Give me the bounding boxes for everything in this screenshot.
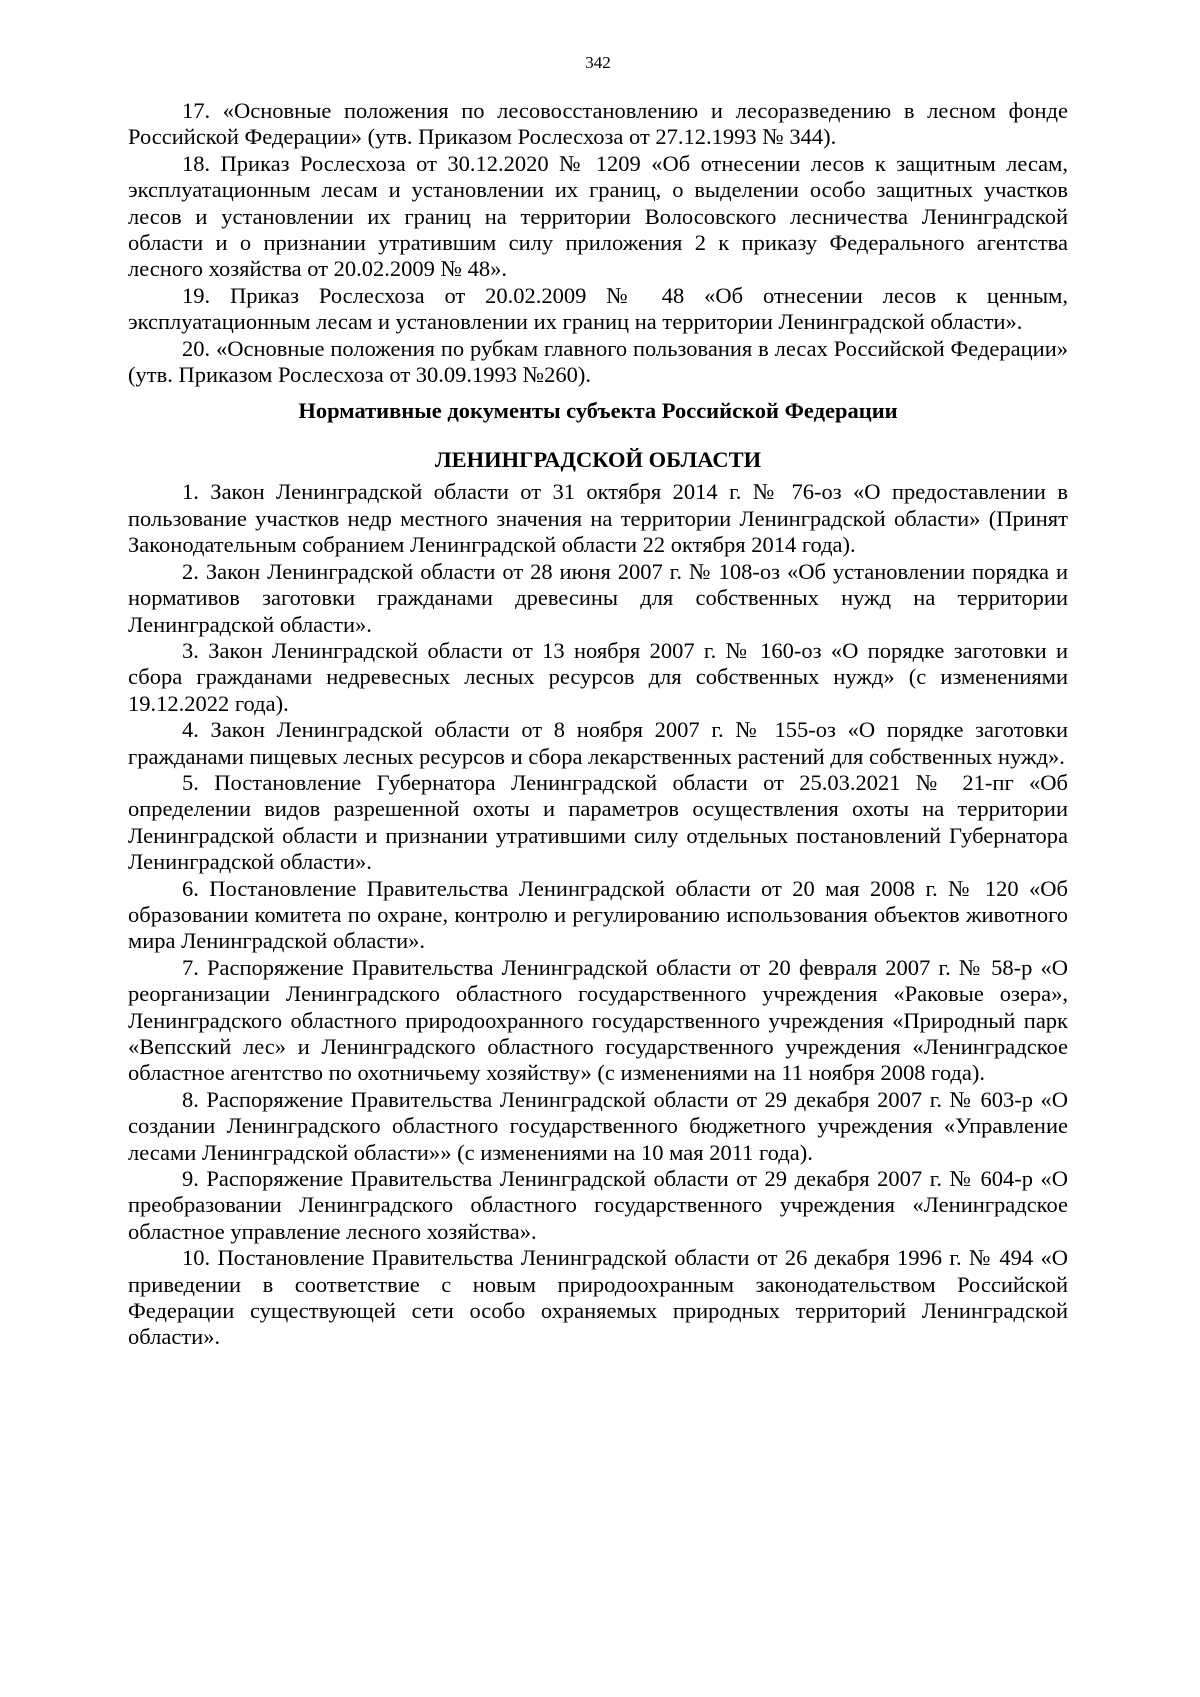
page-number: 342	[585, 53, 611, 72]
list-item: 17. «Основные положения по лесовосстановлению и лесоразведению в лесном фонде Российской Федерации» (утв. Приказом Рослесхоза от 27.12.1993 № 344).	[128, 98, 1068, 150]
document-page	[128, 52, 1068, 1351]
list-item: 20. «Основные положения по рубкам главного пользования в лесах Российской Федерации» (утв. Приказом Рослесхоза от 30.09.1993 №260).	[128, 335, 1068, 388]
list-federal	[128, 98, 1068, 388]
list-item: 6. Постановление Правительства Ленинградской области от 20 мая 2008 г. № 120 «Об образовании комитета по охране, контролю и регулированию использования объектов животного мира Ленинградской области».	[128, 875, 1068, 954]
list-item: 7. Распоряжение Правительства Ленинградской области от 20 февраля 2007 г. № 58-р «О реорганизации Ленинградского областного государственного учреждения «Раковые озера», Ленинградского областного природоохранного государственного учреждения «Природный парк «Вепсский лес» и Ленинградского областного государственного учреждения «Ленинградское областное агентство по охотничьему хозяйству» (с изменениями на 11 ноября 2008 года).	[128, 954, 1068, 1086]
list-item: 5. Постановление Губернатора Ленинградской области от 25.03.2021 № 21-пг «Об определении видов разрешенной охоты и параметров осуществления охоты на территории Ленинградской области и признании утратившими силу отдельных постановлений Губернатора Ленинградской области».	[128, 769, 1068, 875]
list-item: 9. Распоряжение Правительства Ленинградской области от 29 декабря 2007 г. № 604-р «О преобразовании Ленинградского областного государственного учреждения «Ленинградское областное управление лесного хозяйства».	[128, 1166, 1068, 1244]
list-item: 3. Закон Ленинградской области от 13 ноября 2007 г. № 160-оз «О порядке заготовки и сбора гражданами недревесных лесных ресурсов для собственных нужд» (с изменениями 19.12.2022 года).	[128, 637, 1068, 716]
list-item: 2. Закон Ленинградской области от 28 июня 2007 г. № 108-оз «Об установлении порядка и нормативов заготовки гражданами древесины для собственных нужд на территории Ленинградской области».	[128, 558, 1068, 637]
section-subheading: ЛЕНИНГРАДСКОЙ ОБЛАСТИ	[434, 447, 762, 473]
list-item: 1. Закон Ленинградской области от 31 октября 2014 г. № 76-оз «О предоставлении в пользование участков недр местного значения на территории Ленинградской области» (Принят Законодательным собранием Ленинградской области 22 октября 2014 года).	[128, 479, 1068, 558]
list-item: 18. Приказ Рослесхоза от 30.12.2020 № 1209 «Об отнесении лесов к защитным лесам, эксплуатационным лесам и установлении их границ, о выделении особо защитных участков лесов и установлении их границ на территории Волосовского лесничества Ленинградской области и о признании утратившим силу приложения 2 к приказу Федерального агентства лесного хозяйства от 20.02.2009 № 48».	[128, 150, 1068, 282]
section-heading: Нормативные документы субъекта Российской Федерации	[298, 398, 898, 424]
list-regional	[128, 479, 1068, 1350]
list-item: 10. Постановление Правительства Ленинградской области от 26 декабря 1996 г. № 494 «О приведении в соответствие с новым природоохранным законодательством Российской Федерации существующей сети особо охраняемых природных территорий Ленинградской области».	[128, 1245, 1068, 1350]
list-item: 4. Закон Ленинградской области от 8 ноября 2007 г. № 155-оз «О порядке заготовки гражданами пищевых лесных ресурсов и сбора лекарственных растений для собственных нужд».	[128, 717, 1068, 769]
list-item: 19. Приказ Рослесхоза от 20.02.2009 № 48 «Об отнесении лесов к ценным, эксплуатационным лесам и установлении их границ на территории Ленинградской области».	[128, 282, 1068, 335]
list-item: 8. Распоряжение Правительства Ленинградской области от 29 декабря 2007 г. № 603-р «О создании Ленинградского областного государственного бюджетного учреждения «Управление лесами Ленинградской области»» (с изменениями на 10 мая 2011 года).	[128, 1086, 1068, 1165]
